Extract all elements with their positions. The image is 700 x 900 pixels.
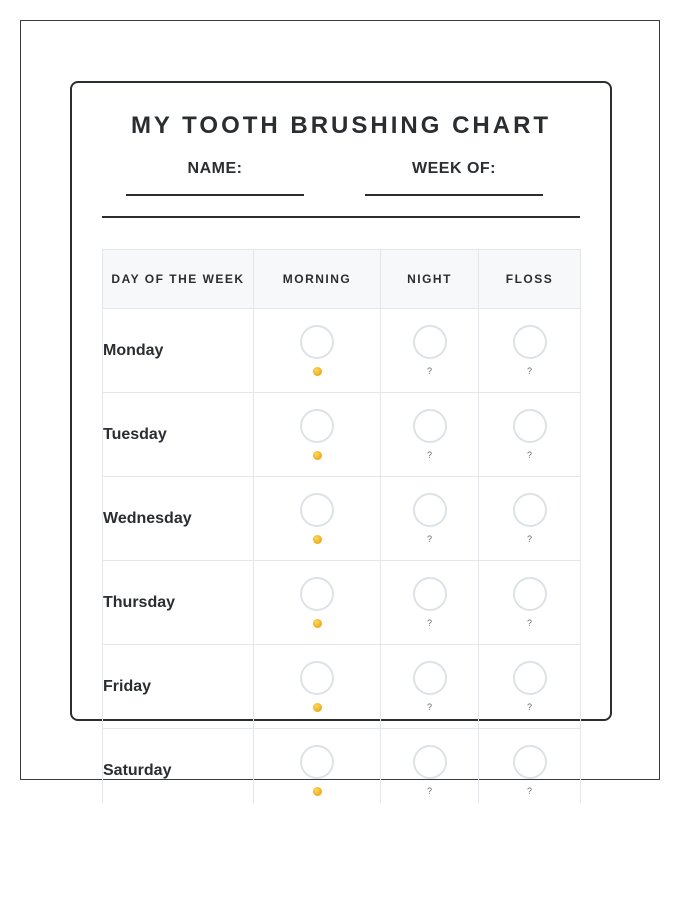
table-row <box>103 729 581 813</box>
column-header-floss: FLOSS <box>479 250 581 309</box>
night-cell <box>381 477 479 561</box>
status-mark: ? <box>426 786 432 796</box>
night-checkbox-circle[interactable] <box>413 493 447 527</box>
header-divider <box>102 216 580 218</box>
morning-checkbox-circle[interactable] <box>300 325 334 359</box>
floss-checkbox-circle[interactable] <box>513 493 547 527</box>
status-mark: ? <box>426 366 432 376</box>
table-row <box>103 645 581 729</box>
floss-checkbox-circle[interactable] <box>513 409 547 443</box>
night-checkbox-circle[interactable] <box>413 409 447 443</box>
column-header-night: NIGHT <box>381 250 479 309</box>
page-bottom-margin <box>0 803 700 900</box>
status-mark: ? <box>526 450 532 460</box>
star-sticker-icon <box>313 703 322 712</box>
morning-checkbox-circle[interactable] <box>300 577 334 611</box>
night-checkbox-circle[interactable] <box>413 661 447 695</box>
status-mark: ? <box>426 450 432 460</box>
morning-checkbox-circle[interactable] <box>300 409 334 443</box>
status-mark: ? <box>526 702 532 712</box>
name-label: NAME: <box>187 160 243 177</box>
day-label: Tuesday <box>103 393 254 477</box>
floss-checkbox-circle[interactable] <box>513 325 547 359</box>
star-sticker-icon <box>313 535 322 544</box>
star-sticker-icon <box>313 367 322 376</box>
night-cell <box>381 309 479 393</box>
table-body <box>103 309 581 813</box>
table-header-row <box>103 250 581 309</box>
status-mark: ? <box>526 618 532 628</box>
status-mark: ? <box>426 702 432 712</box>
column-header-day: DAY OF THE WEEK <box>103 250 254 309</box>
column-header-morning: MORNING <box>254 250 381 309</box>
day-label: Friday <box>103 645 254 729</box>
star-sticker-icon <box>313 787 322 796</box>
day-label: Monday <box>103 309 254 393</box>
floss-cell <box>479 561 581 645</box>
morning-checkbox-circle[interactable] <box>300 661 334 695</box>
status-mark: ? <box>526 534 532 544</box>
table-row <box>103 477 581 561</box>
morning-cell <box>254 729 381 813</box>
week-line <box>365 194 543 196</box>
morning-checkbox-circle[interactable] <box>300 493 334 527</box>
morning-checkbox-circle[interactable] <box>300 745 334 779</box>
floss-checkbox-circle[interactable] <box>513 661 547 695</box>
table-row <box>103 393 581 477</box>
brushing-table <box>102 249 581 813</box>
status-mark: ? <box>426 618 432 628</box>
night-checkbox-circle[interactable] <box>413 577 447 611</box>
name-line <box>126 194 304 196</box>
chart-title: MY TOOTH BRUSHING CHART <box>130 112 552 139</box>
night-cell <box>381 393 479 477</box>
floss-checkbox-circle[interactable] <box>513 745 547 779</box>
night-checkbox-circle[interactable] <box>413 745 447 779</box>
status-mark: ? <box>526 786 532 796</box>
night-cell <box>381 561 479 645</box>
floss-cell <box>479 393 581 477</box>
floss-cell <box>479 645 581 729</box>
name-field <box>126 160 304 196</box>
table-row <box>103 309 581 393</box>
status-mark: ? <box>426 534 432 544</box>
table-row <box>103 561 581 645</box>
morning-cell <box>254 561 381 645</box>
week-field <box>365 160 543 196</box>
floss-cell <box>479 477 581 561</box>
floss-checkbox-circle[interactable] <box>513 577 547 611</box>
morning-cell <box>254 645 381 729</box>
day-label: Saturday <box>103 729 254 813</box>
week-label: WEEK OF: <box>412 160 496 177</box>
floss-cell <box>479 729 581 813</box>
night-checkbox-circle[interactable] <box>413 325 447 359</box>
star-sticker-icon <box>313 619 322 628</box>
star-sticker-icon <box>313 451 322 460</box>
night-cell <box>381 729 479 813</box>
morning-cell <box>254 309 381 393</box>
morning-cell <box>254 477 381 561</box>
night-cell <box>381 645 479 729</box>
floss-cell <box>479 309 581 393</box>
day-label: Thursday <box>103 561 254 645</box>
morning-cell <box>254 393 381 477</box>
status-mark: ? <box>526 366 532 376</box>
day-label: Wednesday <box>103 477 254 561</box>
